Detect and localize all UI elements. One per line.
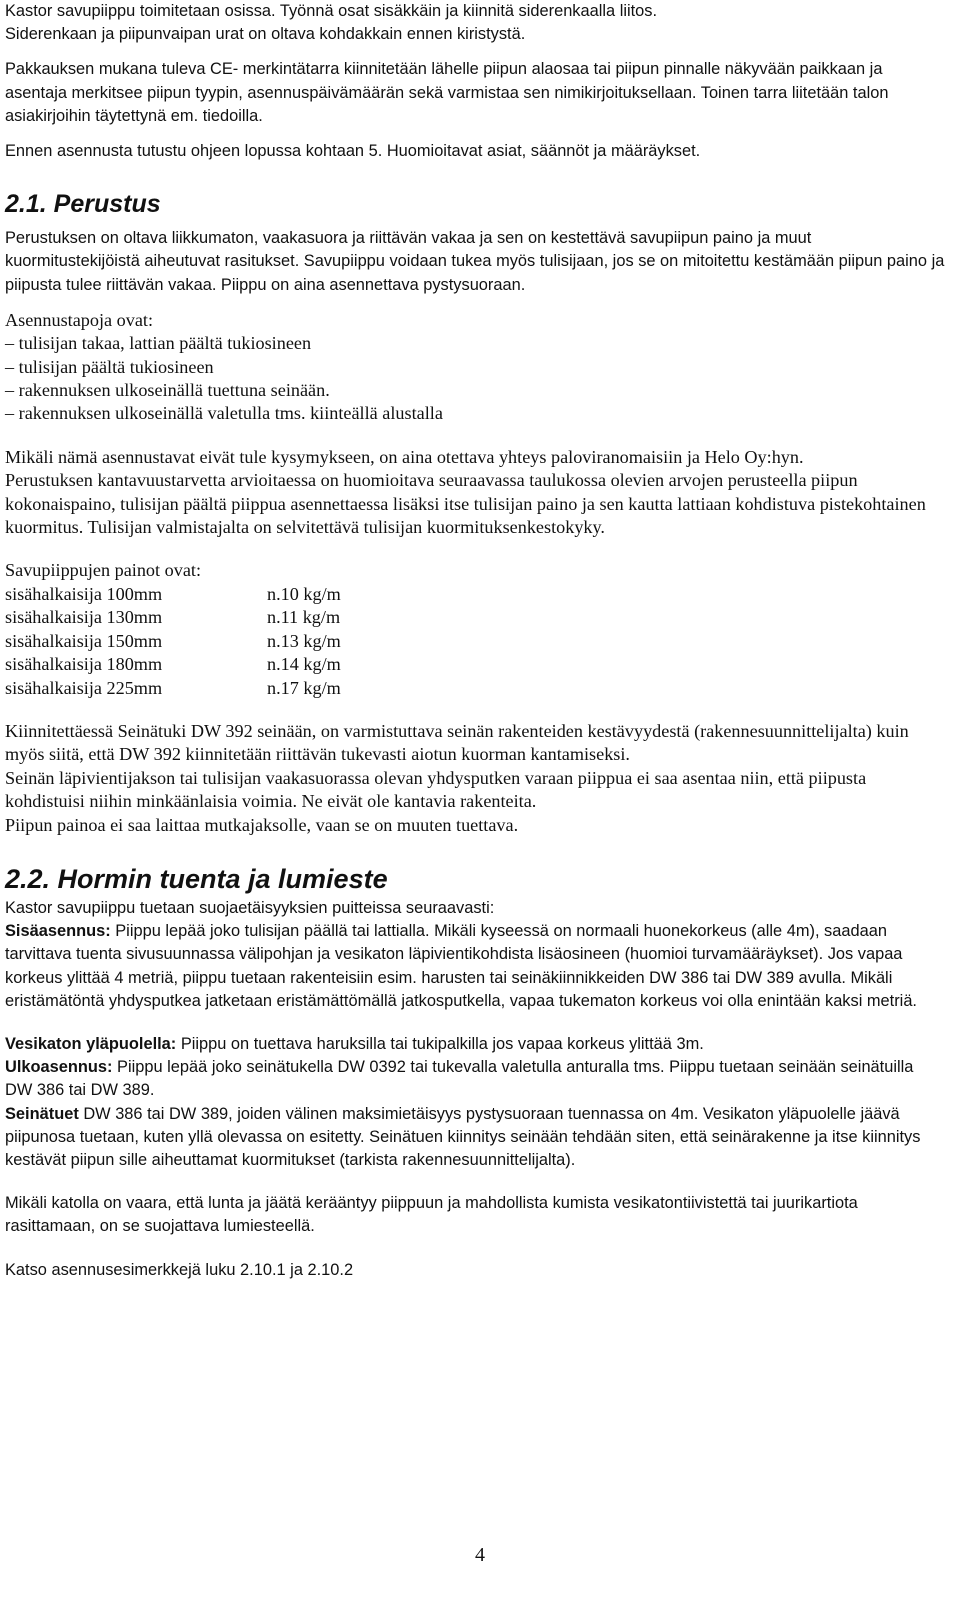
- intro-paragraph-3: Ennen asennusta tutustu ohjeen lopussa kohtaan 5. Huomioitavat asiat, säännöt ja määräykset.: [5, 142, 701, 161]
- weight-size: sisähalkaisija 100mm: [5, 583, 163, 604]
- bend-section-paragraph: Piipun painoa ei saa laittaa mutkajaksolle, vaan se on muuten tuettava.: [5, 814, 519, 835]
- weight-value: n.13 kg/m: [267, 630, 341, 651]
- support-intro: Kastor savupiippu tuetaan suojaetäisyyksien puitteissa seuraavasti:: [5, 898, 495, 917]
- weight-value: n.11 kg/m: [267, 607, 341, 628]
- installation-methods: [5, 309, 945, 426]
- weight-size: sisähalkaisija 180mm: [5, 654, 163, 675]
- intro-line-1: Kastor savupiippu toimitetaan osissa. Työnnä osat sisäkkäin ja kiinnitä siderenkaalla liitos.: [5, 2, 658, 20]
- methods-title: Asennustapoja ovat:: [5, 309, 153, 330]
- roof-label: Vesikaton yläpuolella:: [5, 1034, 177, 1053]
- weight-size: sisähalkaisija 150mm: [5, 630, 163, 651]
- section-heading-2-1: 2.1. Perustus: [5, 190, 161, 219]
- indoor-label: Sisäasennus:: [5, 922, 111, 941]
- weight-row: [5, 630, 945, 653]
- weight-row: [5, 653, 945, 676]
- snow-guard-paragraph: Mikäli katolla on vaara, että lunta ja jäätä kerääntyy piippuun ja mahdollista kumista vesikatontiivistettä tai juurikartiota rasittamaan, on se suojattava lumiesteellä.: [5, 1194, 858, 1236]
- weights-title: Savupiippujen painot ovat:: [5, 560, 201, 581]
- chimney-weights: [5, 559, 945, 699]
- method-item: – rakennuksen ulkoseinällä valetulla tms. kiinteällä alustalla: [5, 403, 443, 424]
- wall-text: DW 386 tai DW 389, joiden välinen maksimietäisyys pystysuoraan tuennassa on 4m. Vesikaton yläpuolelle jäävä piipunosa tuetaan, kuten yllä olevassa on esitetty. Seinätuen kiinnitys seinään tehdään siten, että seinärakenne ja itse kiinnitys kestävät piipun sille aiheuttamat kuormitukset (tarkista rakennesuunnittelijalta).: [5, 1104, 921, 1169]
- indoor-text: Piippu lepää joko tulisijan päällä tai lattialla. Mikäli kyseessä on normaali huonekorkeus (alle 4m), saadaan tarvittava tuenta sivusuunnassa välipohjan ja vesikaton läpivientikohdista lisäosineen (huomioi turvamääräykset). Jos vapaa korkeus ylittää 4 metriä, piippu tuetaan rakenteisiin esim. harusten tai seinäkiinnikkeiden DW 386 tai DW 389 avulla. Mikäli eristämätöntä yhdysputkea jatketaan eristämättömällä jatkosputkella, vapaa tukematon korkeus voi olla enintään kaksi metriä.: [5, 922, 917, 1010]
- foundation-paragraph: Perustuksen on oltava liikkumaton, vaakasuora ja riittävän vakaa ja sen on kestettävä savupiipun paino ja muut kuormitustekijöistä aiheutuvat rasitukset. Savupiippu voidaan tukea myös tulisijaan, jos se on mitoitettu kestämään piipun paino ja piipusta tulee riittävän vakaa. Piippu on aina asennettava pystysuoraan.: [5, 229, 945, 294]
- load-bearing-paragraph: Perustuksen kantavuustarvetta arvioitaessa on huomioitava seuraavassa taulukossa olevien arvojen perusteella piipun kokonaispaino, tulisijan päältä piippua asennettaessa lisäksi itse tulisijan paino ja sen kautta lattiaan kohdistuva pistekohtainen kuormitus. Tulisijan valmistajalta on selvitettävä tulisijan kuormituksenkestokyky.: [5, 470, 926, 538]
- document-page: [5, 0, 945, 1282]
- outdoor-installation-paragraph: [5, 1056, 945, 1102]
- wall-passage-paragraph: Seinän läpivientijakson tai tulisijan vaakasuorassa olevan yhdysputken varaan piippua ei saa asentaa niin, että piipusta kohdistuisi niihin minkäänlaisia voimia. Ne eivät ole kantavia rakenteita.: [5, 767, 867, 812]
- weight-value: n.17 kg/m: [267, 677, 341, 698]
- weight-size: sisähalkaisija 225mm: [5, 677, 163, 698]
- intro-line-2: Siderenkaan ja piipunvaipan urat on oltava kohdakkain ennen kiristystä.: [5, 25, 526, 44]
- section-heading-2-2: 2.2. Hormin tuenta ja lumieste: [5, 863, 388, 894]
- weight-value: n.14 kg/m: [267, 654, 341, 675]
- contact-authorities-paragraph: Mikäli nämä asennustavat eivät tule kysymykseen, on aina otettava yhteys paloviranomaisiin ja Helo Oy:hyn.: [5, 446, 804, 467]
- outdoor-text: Piippu lepää joko seinätukella DW 0392 tai tukevalla valetulla anturalla tms. Piippu tuetaan seinään seinätuilla DW 386 tai DW 389.: [5, 1058, 914, 1100]
- weight-row: [5, 606, 945, 629]
- weight-value: n.10 kg/m: [267, 583, 341, 604]
- wall-label: Seinätuet: [5, 1104, 79, 1123]
- wall-support-paragraph: Kiinnitettäessä Seinätuki DW 392 seinään, on varmistuttava seinän rakenteiden kestävyydestä (rakennesuunnittelijalta) kuin myös siitä, että DW 392 kiinnitetään riittävän tukevasti aiotun kuorman kantamiseksi.: [5, 720, 909, 765]
- method-item: – tulisijan takaa, lattian päältä tukiosineen: [5, 333, 312, 354]
- outdoor-label: Ulkoasennus:: [5, 1058, 113, 1077]
- method-item: – tulisijan päältä tukiosineen: [5, 356, 214, 377]
- method-item: – rakennuksen ulkoseinällä tuettuna seinään.: [5, 380, 330, 401]
- page-number: 4: [475, 1544, 485, 1566]
- above-roof-paragraph: [5, 1033, 945, 1056]
- see-examples-text: Katso asennusesimerkkejä luku 2.10.1 ja 2.10.2: [5, 1260, 354, 1279]
- intro-paragraph-2: Pakkauksen mukana tuleva CE- merkintätarra kiinnitetään lähelle piipun alaosaa tai piipun pinnalle näkyvään paikkaan ja asentaja merkitsee piipun tyypin, asennuspäivämäärän sekä varmistaa sen nimikirjoituksellaan. Toinen tarra liitetään talon asiakirjoihin täytettynä em. tiedoilla.: [5, 60, 889, 125]
- indoor-installation-paragraph: [5, 920, 945, 1013]
- weight-size: sisähalkaisija 130mm: [5, 607, 163, 628]
- weight-row: [5, 677, 945, 700]
- weight-row: [5, 583, 945, 606]
- roof-text: Piippu on tuettava haruksilla tai tukipalkilla jos vapaa korkeus ylittää 3m.: [176, 1034, 704, 1053]
- wall-supports-paragraph: [5, 1103, 945, 1173]
